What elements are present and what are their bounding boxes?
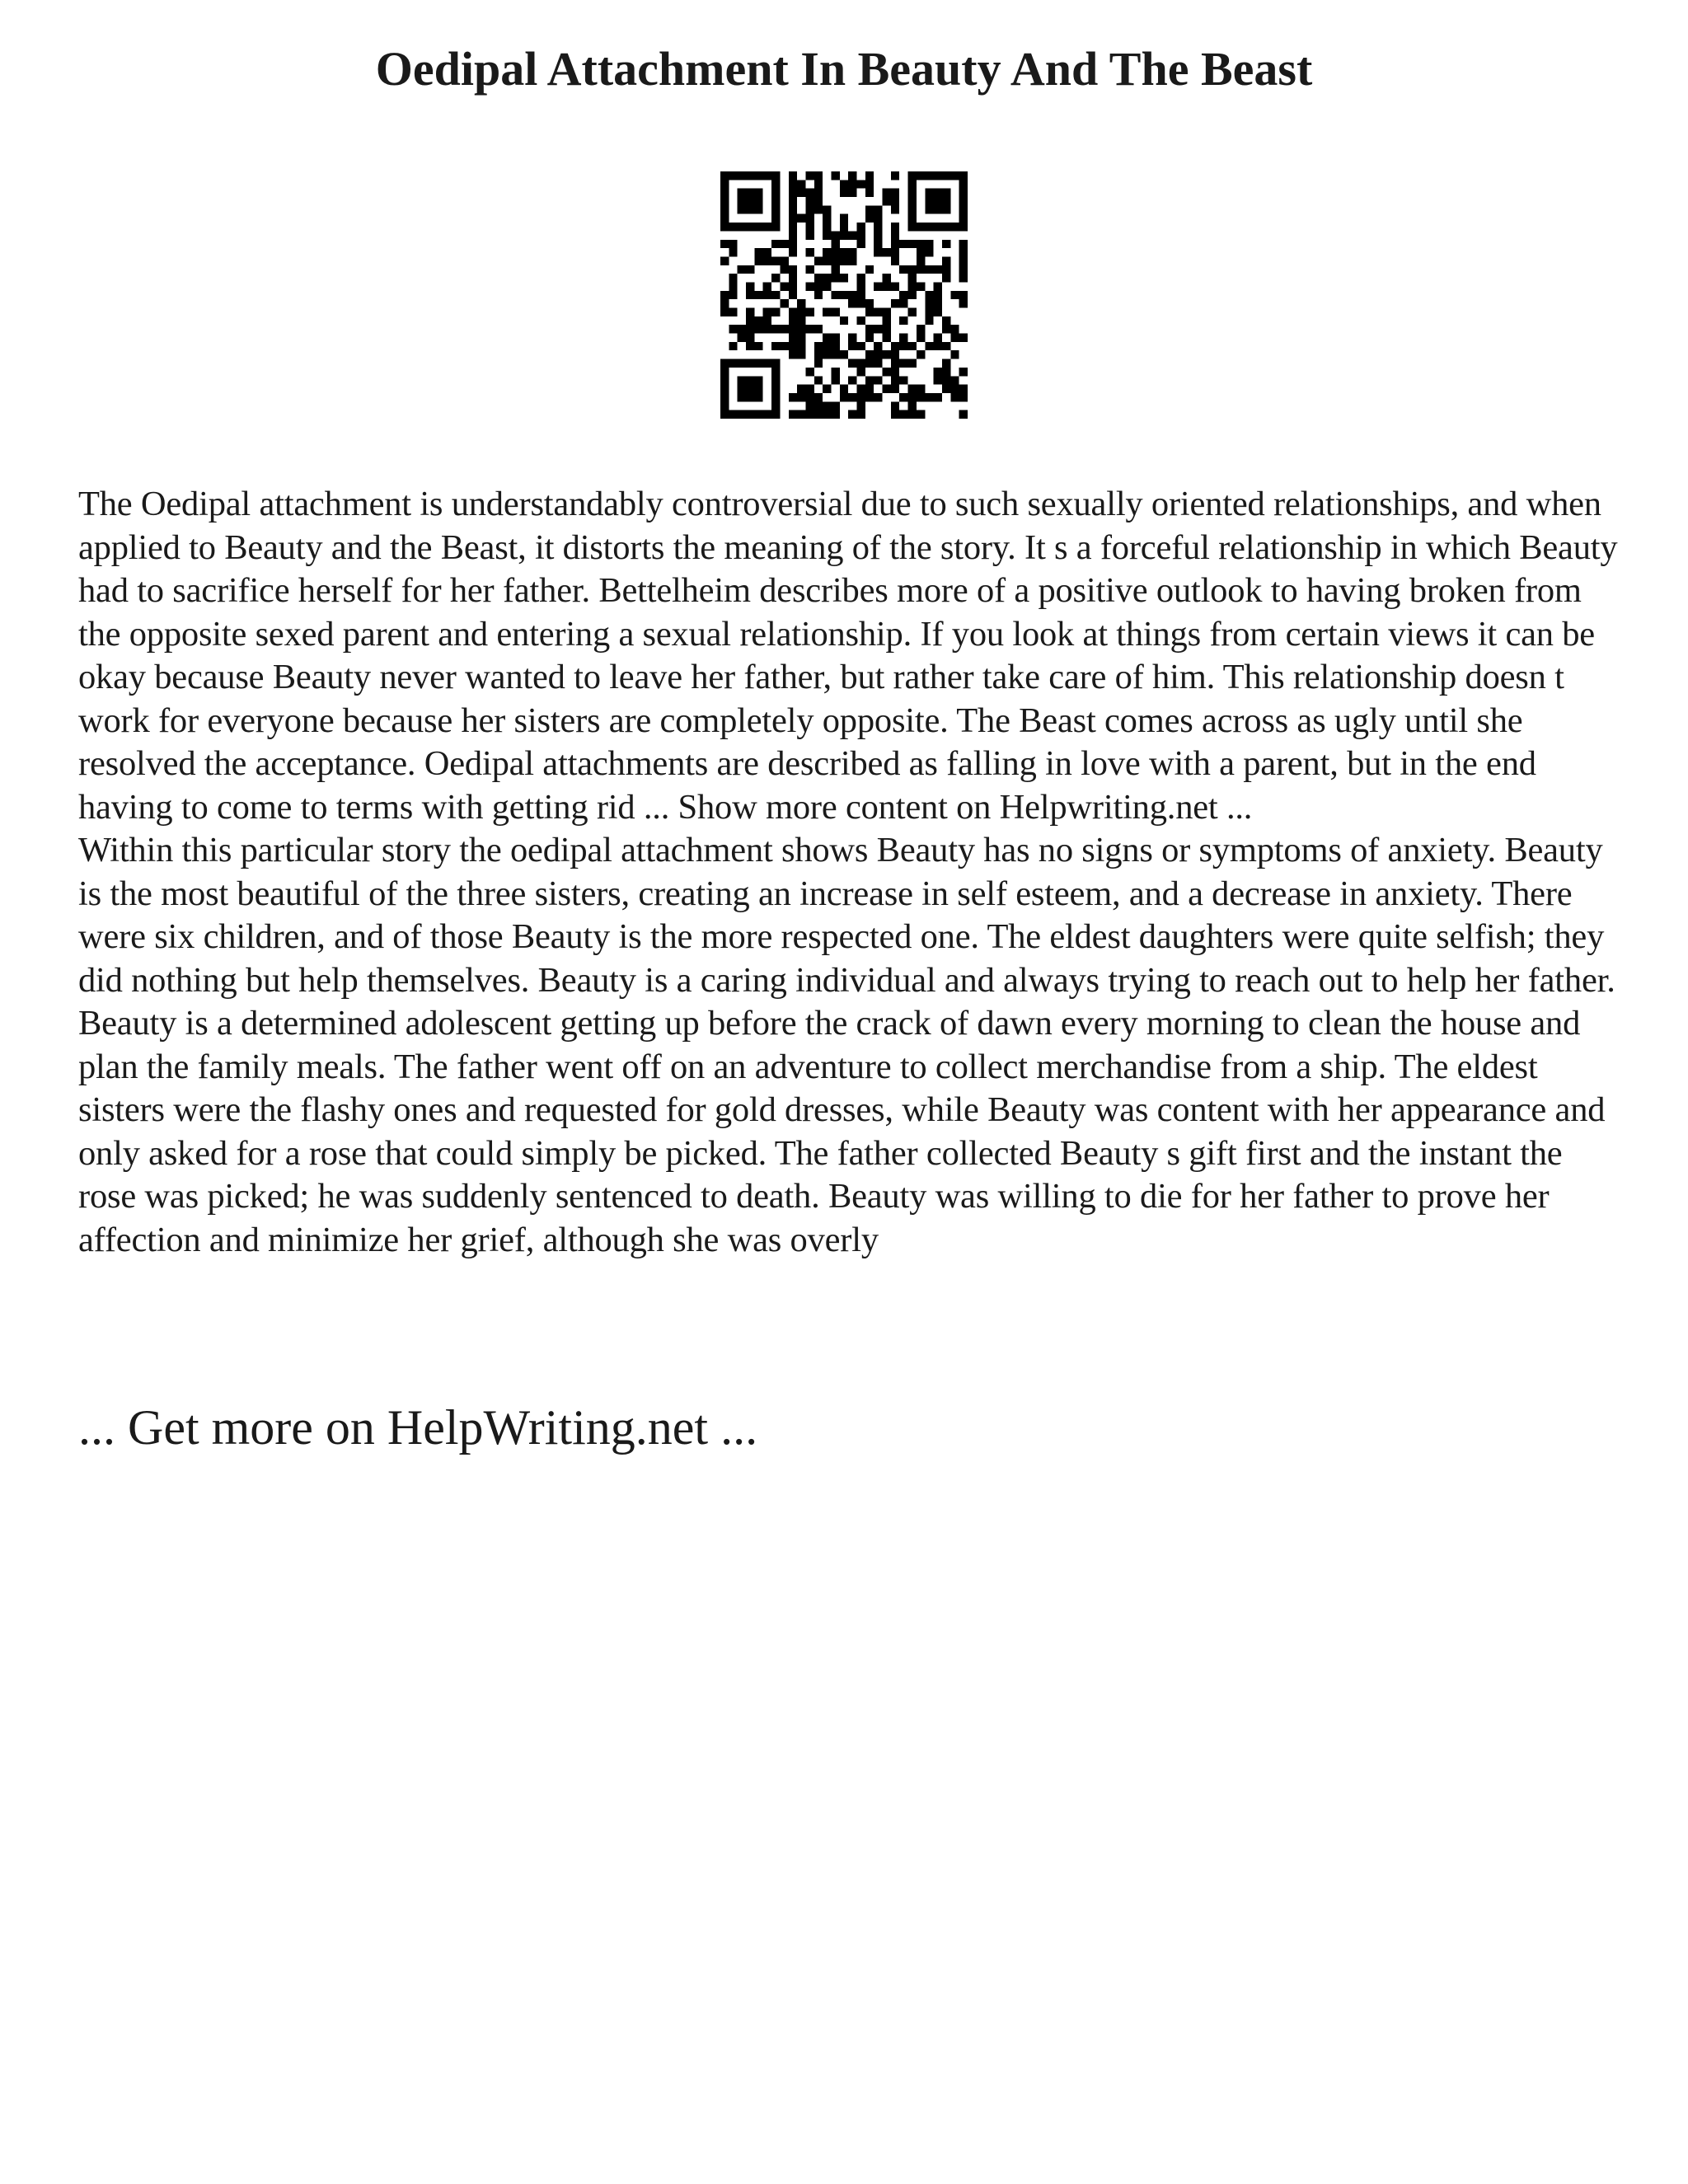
page-title: Oedipal Attachment In Beauty And The Beast bbox=[375, 42, 1313, 96]
qr-code-graphic bbox=[720, 171, 968, 419]
get-more-link[interactable]: ... Get more on HelpWriting.net ... bbox=[78, 1400, 758, 1455]
qr-code-icon bbox=[720, 171, 968, 419]
article-body bbox=[78, 483, 1628, 1262]
article-paragraph-2: Within this particular story the oedipal attachment shows Beauty has no signs or symptoms of anxiety. Beauty is the most beautiful of the three sisters, creating an increase in self esteem, and a decrease in anxiety. There were six children, and of those Beauty is the more respected one. The eldest daughters were quite selfish; they did nothing but help themselves. Beauty is a caring individual and always trying to reach out to help her father. Beauty is a determined adolescent getting up before the crack of dawn every morning to clean the house and plan the family meals. The father went off on an adventure to collect merchandise from a ship. The eldest sisters were the flashy ones and requested for gold dresses, while Beauty was content with her appearance and only asked for a rose that could simply be picked. The father collected Beauty s gift first and the instant the rose was picked; he was suddenly sentenced to death. Beauty was willing to die for her father to prove her affection and minimize her grief, although she was overly bbox=[78, 831, 1615, 1259]
article-paragraph-1: The Oedipal attachment is understandably controversial due to such sexually oriented relationships, and when applied to Beauty and the Beast, it distorts the meaning of the story. It s a forceful relationship in which Beauty had to sacrifice herself for her father. Bettelheim describes more of a positive outlook to having broken from the opposite sexed parent and entering a sexual relationship. If you look at things from certain views it can be okay because Beauty never wanted to leave her father, but rather take care of him. This relationship doesn t work for everyone because her sisters are completely opposite. The Beast comes across as ugly until she resolved the acceptance. Oedipal attachments are described as falling in love with a parent, but in the end having to come to terms with getting rid ... Show more content on Helpwriting.net ... bbox=[78, 485, 1618, 827]
